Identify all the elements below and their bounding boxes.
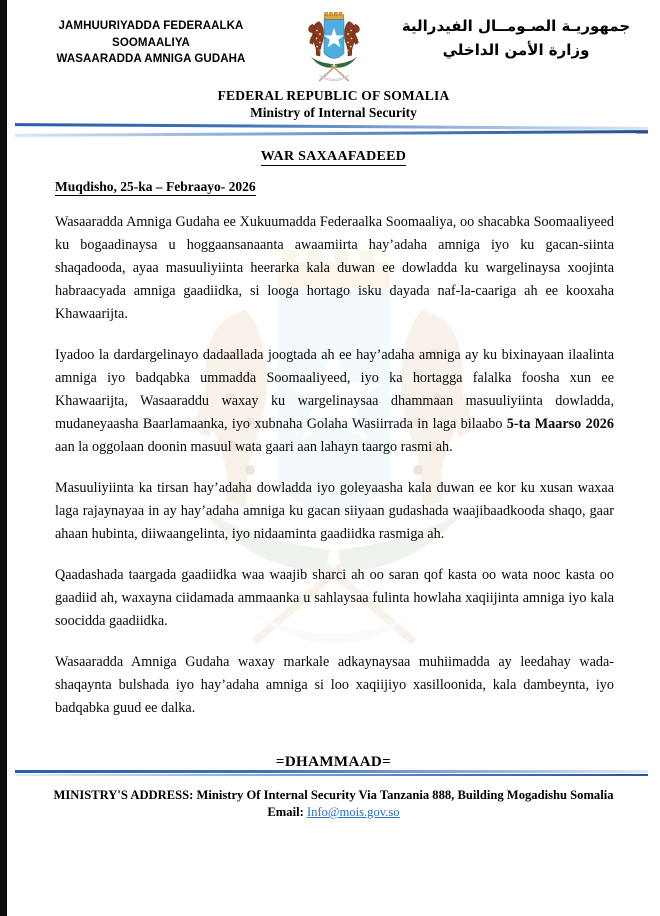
paragraph-4: Qaadashada taargada gaadiidka waa waajib sharci ah oo saran qof kasta oo wata nooc kasta oo gaadiid ah, waxayna ciidamada ammaanka u sahlaysaa fulinta howlaha xaqiijinta amniga iyo kala soocidda gaadiidka. [55, 567, 614, 629]
organization-country: FEDERAL REPUBLIC OF SOMALIA [217, 88, 450, 103]
header-divider-line-bottom [15, 130, 648, 137]
paragraph-2-part-2: aan la oggolaan doonin masuul wata gaari aan lahayn taargo rasmi ah. [55, 439, 453, 455]
letterhead-arabic-line-2: وزارة الأمن الداخلي [442, 41, 590, 59]
paragraph-2 [55, 344, 614, 459]
letterhead-somali-line-1: JAMHUURIYADDA FEDERAALKA [58, 20, 244, 32]
ministry-address: MINISTRY'S ADDRESS: Ministry Of Internal Security Via Tanzania 888, Building Mogadishu Somalia [53, 788, 614, 803]
letterhead-arabic [390, 12, 642, 62]
paragraph-5: Wasaaradda Amniga Gudaha waxay markale adkaynaysaa muhiimadda ay leedahay wada-shaqaynta bulshada iyo hay’adaha amniga si loo xaqiijiyo xasilloonida, kala dambeynta, iyo badqabka guud ee dalka. [55, 654, 614, 716]
emblem-container [279, 12, 389, 84]
somalia-coat-of-arms-icon [291, 12, 377, 84]
letterhead-somali [25, 12, 277, 68]
email-label: Email: [267, 805, 304, 819]
letterhead-somali-line-3: WASAARADDA AMNIGA GUDAHA [56, 53, 246, 66]
dateline-text: Muqdisho, 25-ka – Febraayo- 2026 [55, 179, 256, 194]
paragraph-3: Masuuliyiinta ka tirsan hay’adaha dowladda iyo goleyaasha kala duwan ee kor ku xusan waxaa laga rajaynayaa in ay hay’adaha amniga ku gacan siiyaan gudashada waajibaadkooda shaqo, gaar ahaan hubinta, diiwaangelinta, iyo nidaaminta gaadiidka rasmiga ah. [55, 480, 614, 542]
footer-divider-line-top [15, 770, 648, 773]
letterhead-somali-line-2: SOOMAALIYA [112, 36, 190, 49]
closing-marker: =DHAMMAAD= [275, 754, 392, 770]
letterhead [7, 0, 660, 84]
paragraph-2-effective-date: 5-ta Maarso 2026 [506, 416, 614, 432]
page-title [7, 149, 660, 165]
footer-divider [15, 770, 648, 778]
header-divider [15, 124, 648, 138]
paragraph-1: Wasaaradda Amniga Gudaha ee Xukuumadda Federaalka Soomaaliya, oo shacabka Soomaaliyeed ku bogaadinaysa u hoggaansanaanta awaamiirta hay’adaha amniga iyo ku gacan-siinta shaqadooda, ayaa masuuliyiinta heerarka kala duwan ee dowladda ku wargelinaysa xoojinta habraacyada amniga gaadiidka, si looga hortago isku dayada naf-la-caariga ah ee kooxaha Khawaarijta. [55, 214, 614, 322]
header-divider-line-top [15, 123, 648, 130]
organization-block [7, 88, 660, 121]
footer-divider-line-bottom [15, 774, 648, 776]
body-text [55, 211, 614, 720]
organization-ministry: Ministry of Internal Security [250, 105, 417, 120]
page-title-text: WAR SAXAAFADEED [260, 149, 407, 164]
ministry-email-row [7, 805, 660, 820]
email-link[interactable]: Info@mois.gov.so [306, 805, 400, 819]
letterhead-arabic-line-1: جمهوريـة الصـومــال الفيدرالية [401, 17, 631, 35]
paragraph-2-part-1: Iyadoo la dardargelinayo dadaallada joogtada ah ee hay’adaha amniga ay ku bixinayaan ilaalinta amniga iyo badqabka ummadda Soomaaliyeed, iyo ka hortagga falalka foosha xun ee Khawaarijta, Wasaaraddu waxay ku wargelinaysaa dhammaan masuuliyiinta dowladda, mudaneyaasha Baarlamaanka, iyo xubnaha Golaha Wasiirrada in laga bilaabo [55, 347, 614, 432]
dateline [55, 179, 660, 195]
footer [7, 770, 660, 820]
